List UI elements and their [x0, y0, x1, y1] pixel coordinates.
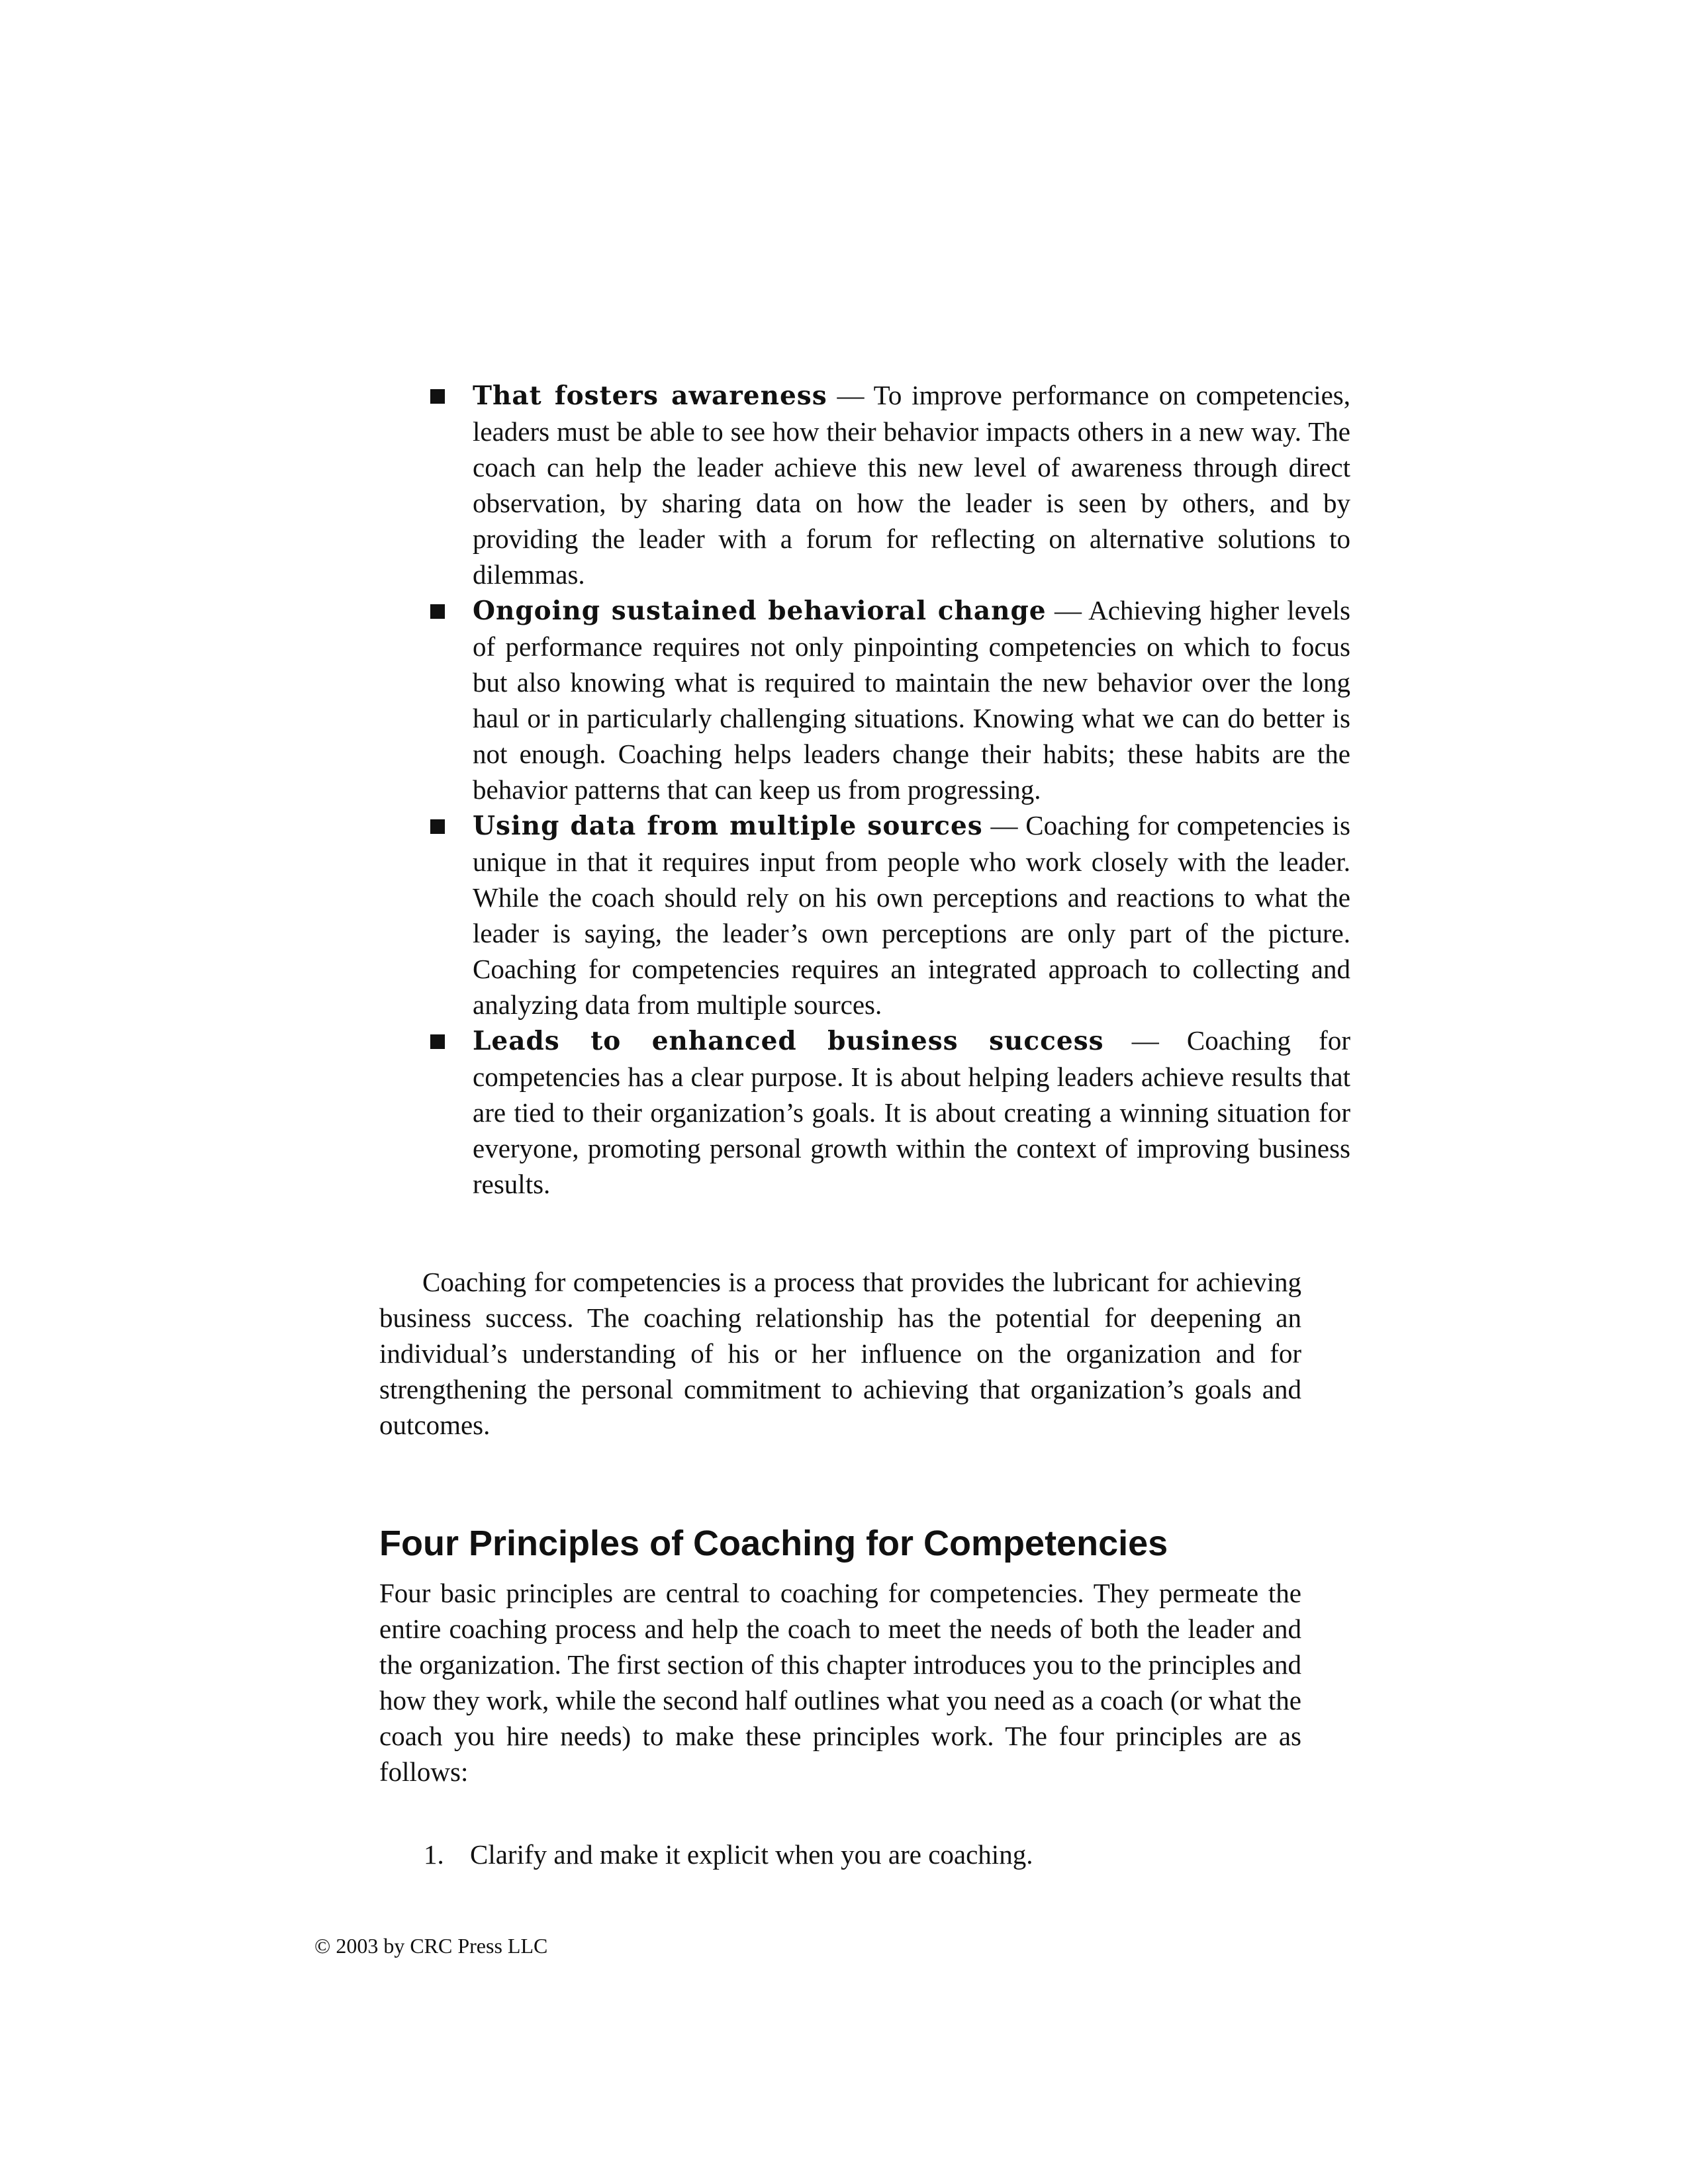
bullet-term: Ongoing sustained behavioral change — [473, 596, 1047, 626]
square-bullet-icon — [430, 389, 445, 404]
square-bullet-icon — [430, 604, 445, 619]
bullet-text: — Coaching for competencies has a clear purpose. It is about helping leaders achieve results that are tied to their organization’s goals. It is about creating a winning situation for everyone, promoting personal growth within the context of improving business results. — [473, 1025, 1350, 1199]
section-heading: Four Principles of Coaching for Competencies — [379, 1524, 1168, 1563]
bullet-list — [424, 377, 1350, 1202]
bullet-text: — To improve performance on competencies, leaders must be able to see how their behavior impacts others in a new way. The coach can help the leader achieve this new level of awareness through direct observation, by sharing data on how the leader is seen by others, and by providing the leader with a forum for reflecting on alternative solutions to dilemmas. — [473, 380, 1350, 590]
section-intro-paragraph: Four basic principles are central to coaching for competencies. They permeate the entire coaching process and help the coach to meet the needs of both the leader and the organization. The first section of this chapter introduces you to the principles and how they work, while the second half outlines what you need as a coach (or what the coach you hire needs) to make these principles work. The four principles are as follows: — [379, 1578, 1301, 1787]
bullet-term: Leads to enhanced business success — [473, 1026, 1104, 1056]
bullet-text: — Achieving higher levels of performance requires not only pinpointing competencies on which to focus but also knowing what is required to maintain the new behavior over the long haul or in particularly challenging situations. Knowing what we can do better is not enough. Coaching helps leaders change their habits; these habits are the behavior patterns that can keep us from progressing. — [473, 595, 1351, 805]
bullet-text: — Coaching for competencies is unique in that it requires input from people who work closely with the leader. While the coach should rely on his own perceptions and reactions to what the leader is saying, the leader’s own perceptions are only part of the picture. Coaching for competencies requires an integrated approach to collecting and analyzing data from multiple sources. — [473, 810, 1350, 1020]
copyright-footer: © 2003 by CRC Press LLC — [314, 1934, 548, 1958]
bullet-item-behavioral-change — [424, 592, 1350, 807]
bullet-term: That fosters awareness — [473, 381, 827, 411]
numbered-list-item — [424, 1837, 1304, 1872]
square-bullet-icon — [430, 1034, 445, 1049]
list-number: 1. — [424, 1839, 444, 1870]
bullet-item-multiple-sources — [424, 807, 1350, 1023]
bullet-item-business-success — [424, 1023, 1350, 1202]
bullet-item-awareness — [424, 377, 1350, 592]
body-paragraph: Coaching for competencies is a process that provides the lubricant for achieving business success. The coaching relationship has the potential for deepening an individual’s understanding of his or her influence on the organization and for strengthening the personal commitment to achieving that organization’s goals and outcomes. — [379, 1267, 1301, 1440]
list-item-text: Clarify and make it explicit when you are coaching. — [470, 1839, 1033, 1870]
square-bullet-icon — [430, 819, 445, 834]
bullet-term: Using data from multiple sources — [473, 811, 983, 841]
